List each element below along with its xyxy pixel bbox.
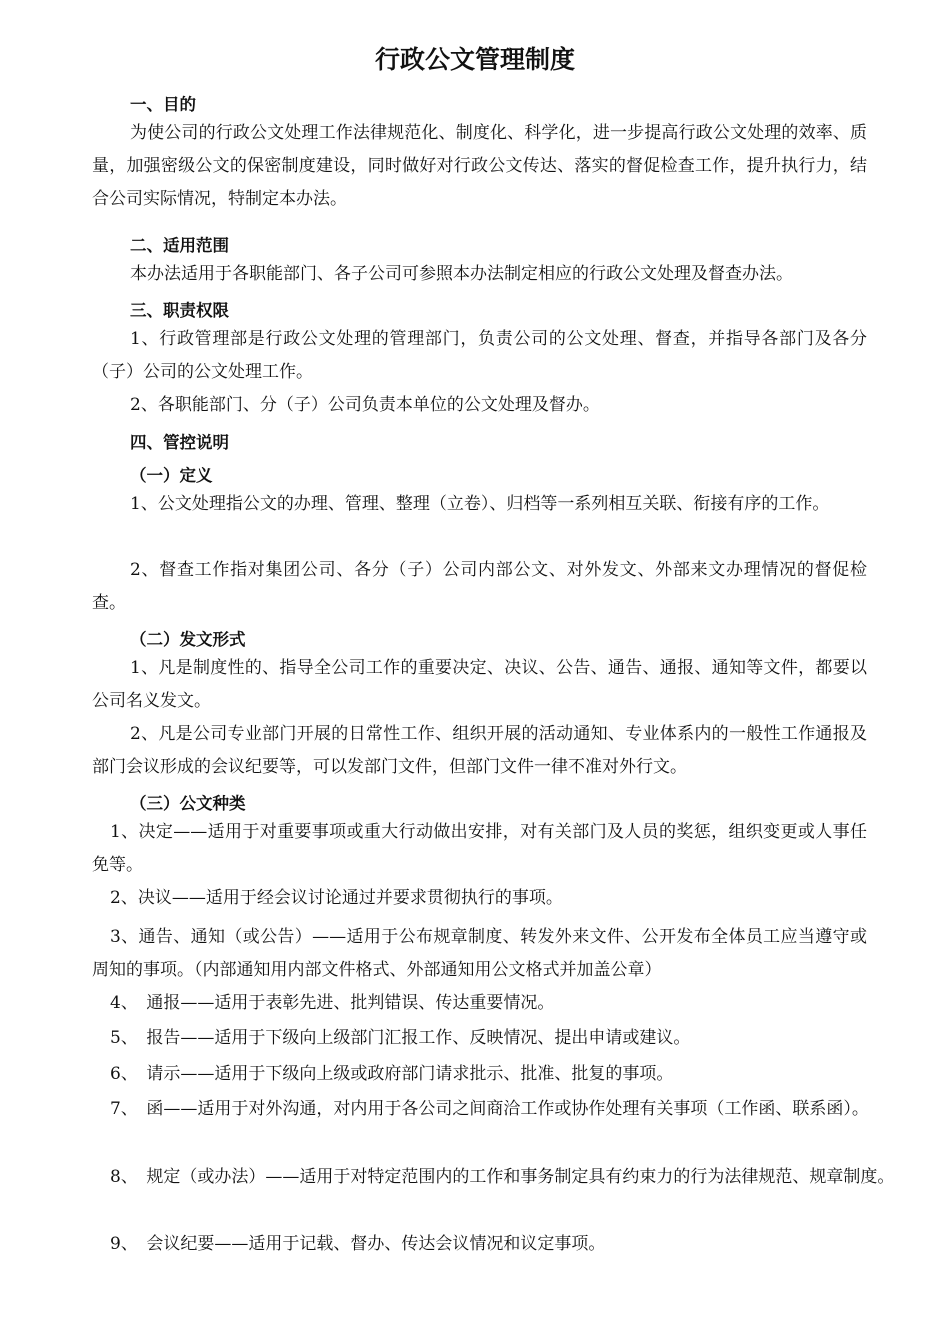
paragraph-responsibility-2: 2、各职能部门、分（子）公司负责本单位的公文处理及督办。 <box>130 395 600 415</box>
heading-responsibilities: 三、职责权限 <box>130 301 229 320</box>
list-item-regulation: 8、 规定（或办法）——适用于对特定范围内的工作和事务制定具有约束力的行为法律规范、规章制度。 <box>110 1167 895 1187</box>
heading-control: 四、管控说明 <box>130 433 229 452</box>
list-item-decision: 1、决定——适用于对重要事项或重大行动做出安排，对有关部门及人员的奖惩，组织变更或人事任免等。 <box>92 822 867 875</box>
list-item-resolution: 2、决议——适用于经会议讨论通过并要求贯彻执行的事项。 <box>110 888 563 908</box>
heading-scope: 二、适用范围 <box>130 236 229 255</box>
paragraph-responsibility-1: 1、行政管理部是行政公文处理的管理部门，负责公司的公文处理、督查，并指导各部门及各分（子）公司的公文处理工作。 <box>92 329 867 382</box>
paragraph-issuance-1: 1、凡是制度性的、指导全公司工作的重要决定、决议、公告、通告、通报、通知等文件，都要以公司名义发文。 <box>92 658 867 711</box>
subheading-document-types: （三）公文种类 <box>130 794 246 813</box>
subheading-definition: （一）定义 <box>130 466 213 485</box>
paragraph-definition-2: 2、督查工作指对集团公司、各分（子）公司内部公文、对外发文、外部来文办理情况的督促检查。 <box>92 560 867 613</box>
list-item-report: 5、 报告——适用于下级向上级部门汇报工作、反映情况、提出申请或建议。 <box>110 1028 691 1048</box>
list-item-letter: 7、 函——适用于对外沟通，对内用于各公司之间商洽工作或协作处理有关事项（工作函、联系函）。 <box>110 1099 869 1119</box>
heading-purpose: 一、目的 <box>130 95 196 114</box>
list-item-request: 6、 请示——适用于下级向上级或政府部门请求批示、批准、批复的事项。 <box>110 1064 674 1084</box>
list-item-bulletin: 4、 通报——适用于表彰先进、批判错误、传达重要情况。 <box>110 993 555 1013</box>
paragraph-scope: 本办法适用于各职能部门、各子公司可参照本办法制定相应的行政公文处理及督查办法。 <box>130 264 793 284</box>
paragraph-purpose: 为使公司的行政公文处理工作法律规范化、制度化、科学化，进一步提高行政公文处理的效率、质量，加强密级公文的保密制度建设，同时做好对行政公文传达、落实的督促检查工作，提升执行力，结合公司实际情况，特制定本办法。 <box>92 123 867 209</box>
list-item-notice: 3、通告、通知（或公告）——适用于公布规章制度、转发外来文件、公开发布全体员工应当遵守或周知的事项。（内部通知用内部文件格式、外部通知用公文格式并加盖公章） <box>92 927 867 980</box>
paragraph-issuance-2: 2、凡是公司专业部门开展的日常性工作、组织开展的活动通知、专业体系内的一般性工作通报及部门会议形成的会议纪要等，可以发部门文件，但部门文件一律不准对外行文。 <box>92 724 867 777</box>
subheading-issuance-form: （二）发文形式 <box>130 630 246 649</box>
list-item-minutes: 9、 会议纪要——适用于记载、督办、传达会议情况和议定事项。 <box>110 1234 606 1254</box>
paragraph-definition-1: 1、公文处理指公文的办理、管理、整理（立卷）、归档等一系列相互关联、衔接有序的工作。 <box>130 494 830 514</box>
document-title: 行政公文管理制度 <box>374 45 575 74</box>
